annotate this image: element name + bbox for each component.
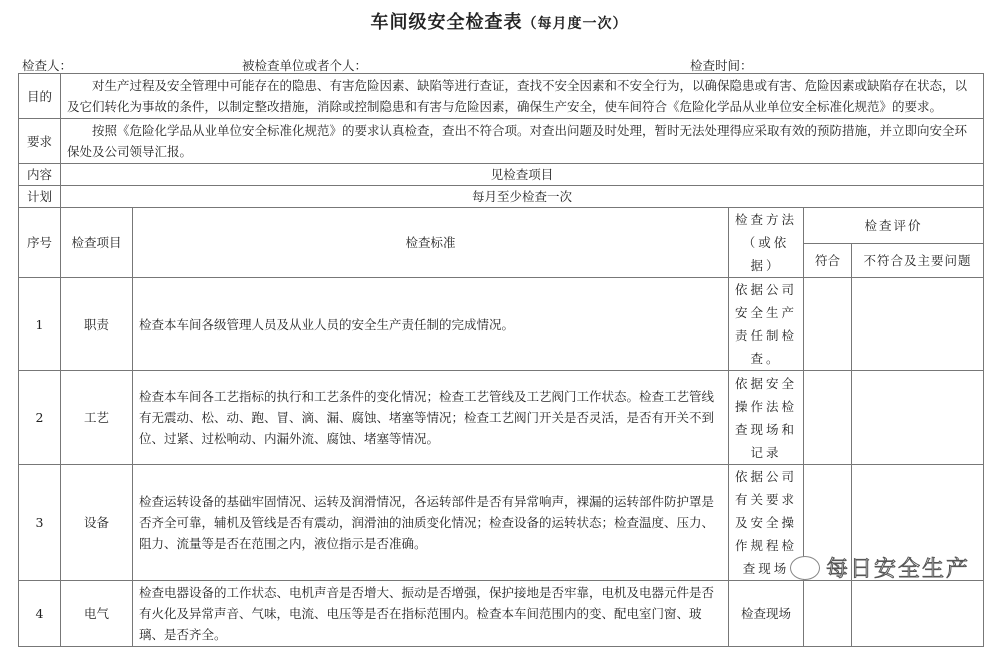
row-method: 依据安全操作法检查现场和记录: [729, 371, 804, 465]
requirement-text: 按照《危险化学品从业单位安全标准化规范》的要求认真检查，查出不符合项。对查出问题及时处理，暂时无法处理得应采取有效的预防措施，并立即向安全环保处及公司领导汇报。: [61, 119, 984, 164]
purpose-row: [19, 74, 984, 119]
form-meta: [22, 56, 982, 72]
row-standard: 检查本车间各工艺指标的执行和工艺条件的变化情况；检查工艺管线及工艺阀门工作状态。检查工艺管线有无震动、松、动、跑、冒、滴、漏、腐蚀、堵塞等情况；检查工艺阀门开关是否灵活，是否有开关不到位、过紧、过松响动、内漏外流、腐蚀、堵塞等情况。: [133, 371, 729, 465]
table-row: [19, 278, 984, 371]
row-standard: 检查运转设备的基础牢固情况、运转及润滑情况，各运转部件是否有异常响声，裸漏的运转部件防护罩是否齐全可靠，辅机及管线是否有震动，润滑油的油质变化情况；检查设备的运转状态；检查温度、压力、阻力、流量等是否在范围之内，液位指示是否准确。: [133, 465, 729, 581]
header-method: 检查方法（或依据）: [729, 208, 804, 278]
header-pass: 符合: [804, 243, 852, 277]
table-row: [19, 581, 984, 647]
watermark: [790, 552, 970, 583]
plan-row: [19, 186, 984, 208]
header-evaluation: 检查评价: [804, 208, 984, 244]
row-item: 设备: [61, 465, 133, 581]
header-item: 检查项目: [61, 208, 133, 278]
requirement-row: [19, 119, 984, 164]
row-method: 依据公司有关要求及安全操作规程检查现场: [729, 465, 804, 581]
table-row: [19, 371, 984, 465]
row-no: 4: [19, 581, 61, 647]
row-pass-cell[interactable]: [804, 278, 852, 371]
content-row: [19, 164, 984, 186]
row-item: 工艺: [61, 371, 133, 465]
inspected-unit-label: 被检查单位或者个人：: [242, 58, 368, 73]
header-no: 序号: [19, 208, 61, 278]
row-pass-cell[interactable]: [804, 371, 852, 465]
row-method: 依据公司安全生产责任制检查。: [729, 278, 804, 371]
row-standard: 检查本车间各级管理人员及从业人员的安全生产责任制的完成情况。: [133, 278, 729, 371]
row-pass-cell[interactable]: [804, 581, 852, 647]
wechat-icon: [790, 556, 820, 580]
row-standard: 检查电器设备的工作状态、电机声音是否增大、振动是否增强，保护接地是否牢靠，电机及电器元件是否有火化及异常声音、气味，电流、电压等是否在指标范围内。检查本车间范围内的变、配电室门窗、玻璃、是否齐全。: [133, 581, 729, 647]
plan-label: 计划: [19, 186, 61, 208]
purpose-label: 目的: [19, 74, 61, 119]
row-item: 职责: [61, 278, 133, 371]
watermark-text: 每日安全生产: [826, 557, 971, 582]
header-standard: 检查标准: [133, 208, 729, 278]
requirement-label: 要求: [19, 119, 61, 164]
row-no: 3: [19, 465, 61, 581]
row-fail-cell[interactable]: [852, 581, 984, 647]
page-title: [0, 8, 998, 34]
row-no: 1: [19, 278, 61, 371]
row-item: 电气: [61, 581, 133, 647]
header-row: [19, 208, 984, 244]
content-label: 内容: [19, 164, 61, 186]
purpose-text: 对生产过程及安全管理中可能存在的隐患、有害危险因素、缺陷等进行查证，查找不安全因素和不安全行为，以确保隐患或有害、危险因素或缺陷存在状态，以及它们转化为事故的条件，以制定整改措施，消除或控制隐患和有害与危险因素，确保生产安全，使车间符合《危险化学品从业单位安全标准化规范》的要求。: [61, 74, 984, 119]
header-fail: 不符合及主要问题: [852, 243, 984, 277]
title-text: 车间级安全检查表: [370, 12, 523, 33]
row-method: 检查现场: [729, 581, 804, 647]
plan-text: 每月至少检查一次: [61, 186, 984, 208]
inspector-label: 检查人：: [22, 58, 73, 73]
row-fail-cell[interactable]: [852, 371, 984, 465]
row-no: 2: [19, 371, 61, 465]
title-subtitle: （每月度一次）: [522, 16, 628, 32]
content-text: 见检查项目: [61, 164, 984, 186]
row-fail-cell[interactable]: [852, 278, 984, 371]
inspection-time-label: 检查时间：: [690, 58, 753, 73]
